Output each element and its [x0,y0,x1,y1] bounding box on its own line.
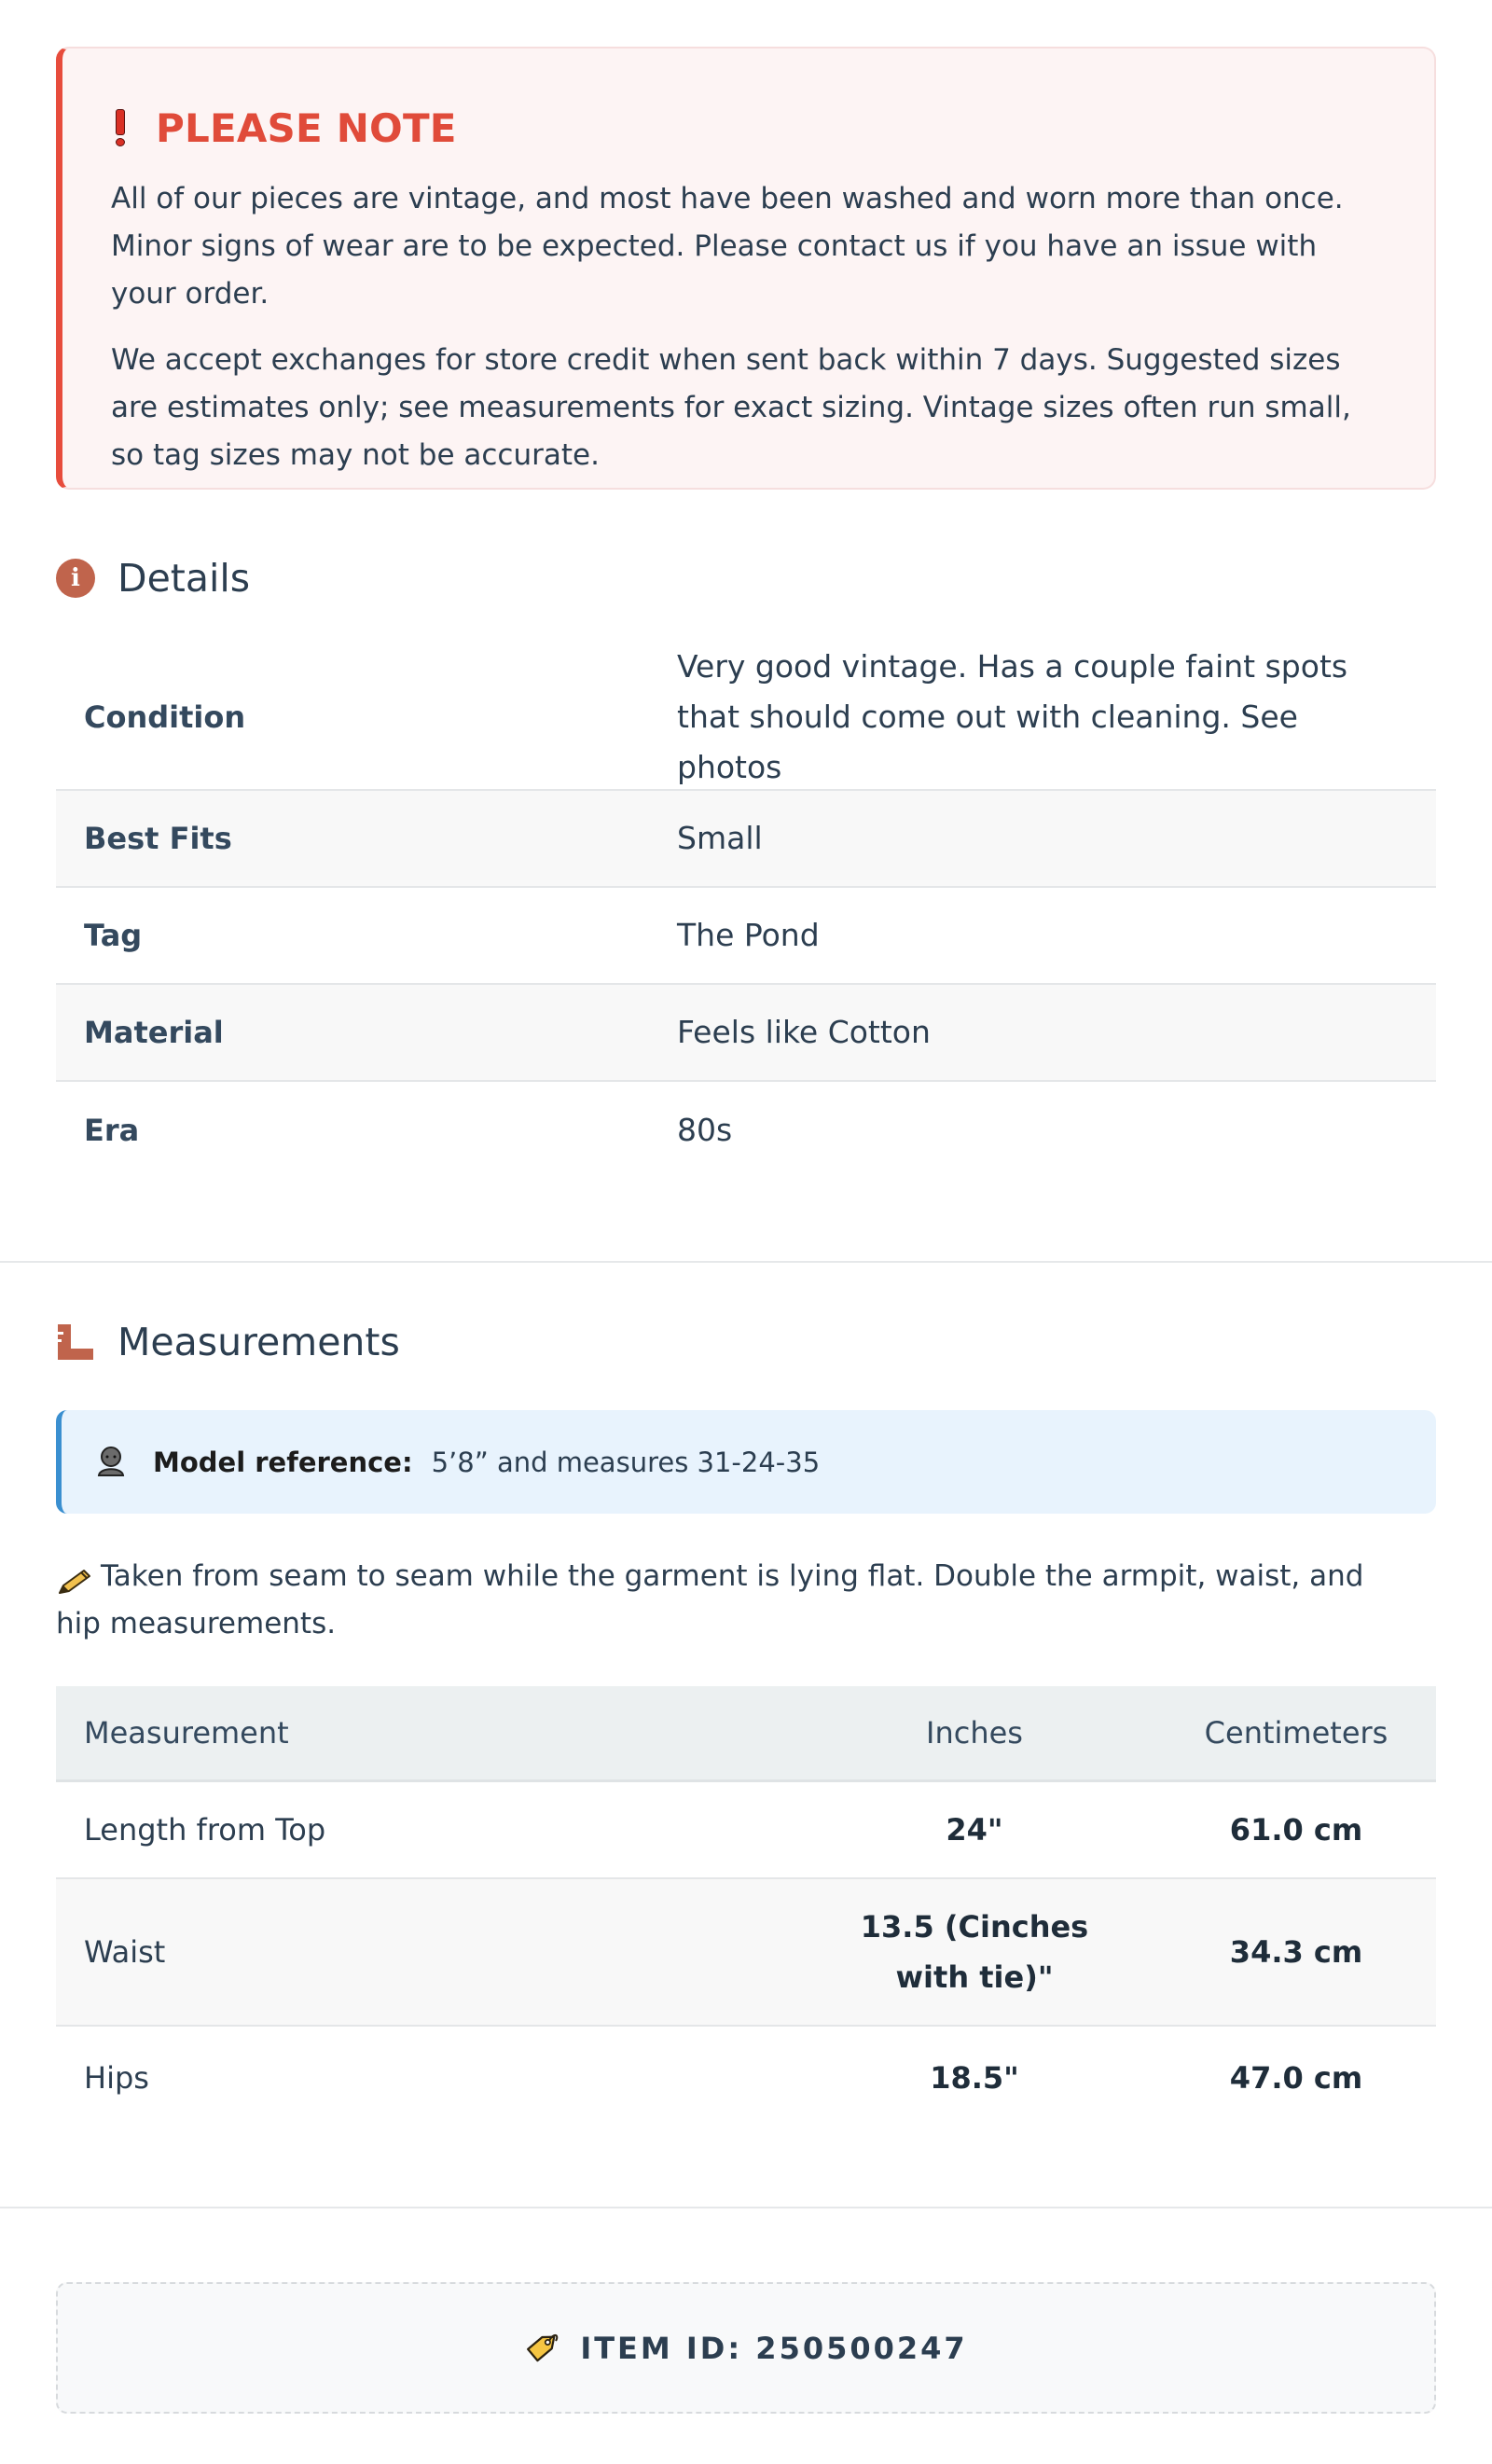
measurement-cm: 34.3 cm [1229,1934,1363,1970]
detail-label: Era [84,1113,140,1148]
details-heading [56,556,250,601]
notice-paragraph: All of our pieces are vintage, and most have been washed and worn more than once. Minor signs of wear are to be expected. Please contact us if you have an issue with your order. [111,182,1344,311]
table-row [56,1782,1436,1879]
section-divider [0,2207,1492,2208]
tag-icon [524,2328,561,2369]
measurement-note-text: Taken from seam to seam while the garment is lying flat. Double the armpit, waist, and hip measurements. [56,1559,1364,1640]
measurements-heading [56,1320,400,1364]
info-icon: i [56,559,95,598]
table-header [56,1686,1436,1782]
table-row [56,1082,1436,1179]
measurement-cm: 47.0 cm [1229,2060,1363,2096]
table-row [56,1879,1436,2027]
person-icon [95,1445,127,1480]
detail-value: The Pond [677,917,820,953]
table-row [56,888,1436,985]
section-divider [0,1261,1492,1263]
details-title: Details [117,556,251,601]
detail-value: Feels like Cotton [677,1014,931,1050]
header-inches: Inches [926,1715,1023,1751]
measurement-name: Length from Top [84,1812,326,1848]
notice-title: PLEASE NOTE [156,104,457,151]
exclamation-icon [115,109,126,146]
detail-label: Best Fits [84,821,232,856]
measurement-inches: 13.5 (Cinches with tie)" [860,1909,1089,1995]
table-row [56,791,1436,888]
notice-header [111,103,1386,153]
measurement-name: Waist [84,1934,166,1970]
table-row [56,645,1436,791]
detail-value: 80s [677,1112,733,1148]
table-row [56,2027,1436,2129]
measurement-inches: 24" [946,1812,1003,1848]
measurement-inches: 18.5" [930,2060,1019,2096]
table-row [56,985,1436,1082]
ruler-icon [56,1322,95,1362]
item-id-box [56,2282,1436,2414]
notice-paragraph: We accept exchanges for store credit when sent back within 7 days. Suggested sizes are estimates only; see measurements for exact sizing. Vintage sizes often run small, so tag sizes may not be accurate. [111,343,1351,472]
measurements-title: Measurements [117,1320,400,1364]
details-table [56,645,1436,1179]
detail-label: Condition [84,699,246,735]
detail-value: Very good vintage. Has a couple faint spots that should come out with cleaning. See photos [677,648,1348,785]
detail-label: Material [84,1015,224,1050]
header-measurement: Measurement [84,1715,289,1751]
measurement-name: Hips [84,2060,149,2096]
item-id: ITEM ID: 250500247 [580,2330,968,2366]
detail-value: Small [677,820,763,856]
measurement-note [56,1553,1399,1648]
model-reference-box [56,1410,1436,1514]
notice-box [56,47,1436,490]
model-reference-value: 5’8” and measures 31-24-35 [431,1446,821,1478]
measurement-cm: 61.0 cm [1229,1812,1363,1848]
pencil-icon [56,1564,91,1592]
measurements-table [56,1686,1436,2129]
model-reference-label: Model reference: [153,1446,413,1478]
header-centimeters: Centimeters [1204,1715,1388,1751]
detail-label: Tag [84,918,143,953]
